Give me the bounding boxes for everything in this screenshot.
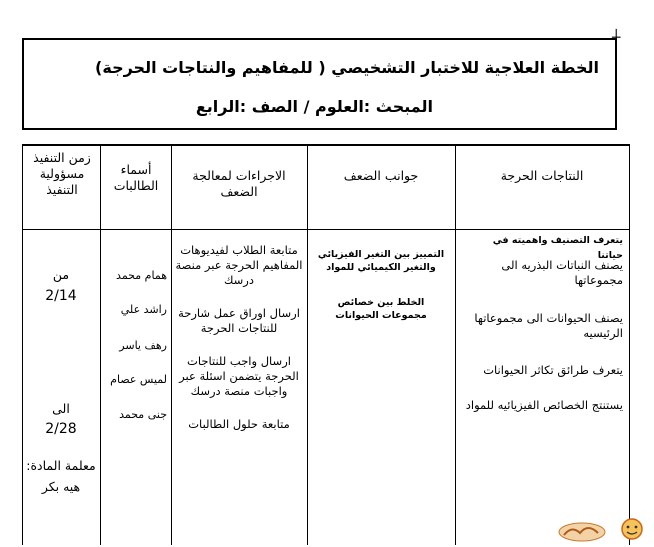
to-label: الى [52, 401, 70, 416]
outcome-item: يصنف النباتات البذريه الى مجموعاتها [501, 258, 623, 287]
crosshair-mark: ┼ [612, 30, 621, 46]
header-students: أسماء الطالبات [113, 162, 159, 193]
student-name: لميس عصام [110, 373, 167, 386]
outcome-item: يتعرف طرائق تكاثر الحيوانات [483, 363, 623, 377]
header-time: زمن التنفيذ مسؤولية التنفيذ [33, 150, 91, 197]
outcome-item: يتعرف التصنيف واهميته في حياتنا [492, 235, 623, 261]
student-name: همام محمد [116, 269, 167, 282]
outcome-item: يصنف الحيوانات الى مجموعاتها الرئيسيه [474, 311, 623, 340]
outcome-item: يستنتج الخصائص الفيزيائيه للمواد [465, 398, 623, 412]
sun-face-logo-icon [558, 517, 650, 543]
header-outcomes: النتاجات الحرجة [500, 168, 584, 183]
teacher-name: هيه بكر [41, 479, 81, 494]
plan-table [22, 144, 630, 545]
from-label: من [52, 267, 70, 282]
plan-title: الخطة العلاجية للاختبار التشخيصي ( للمفاهيم والنتاجات الحرجة) [95, 58, 599, 77]
procedure-item: ارسال واجب للنتاجات الحرجة يتضمن اسئلة عبر واجبات منصة درسك [179, 354, 299, 398]
header-procedures: الاجراءات لمعالجة الضعف [192, 168, 286, 199]
students-cell [101, 229, 171, 547]
time-cell [23, 229, 100, 547]
to-date: 2/28 [45, 421, 77, 437]
student-name: رهف ياسر [119, 339, 167, 352]
teacher-label: معلمة المادة: [26, 458, 96, 473]
header-weakness: جوانب الضعف [343, 168, 419, 183]
column-divider [307, 146, 308, 545]
subject-grade-line: المبحث :العلوم / الصف :الرابع [195, 97, 433, 116]
student-name: جنى محمد [119, 408, 167, 421]
outcomes-cell [455, 229, 631, 547]
from-date: 2/14 [45, 288, 77, 304]
procedure-item: متابعة الطلاب لفيديوهات المفاهيم الحرجة عبر منصة درسك [175, 243, 303, 287]
procedure-item: ارسال اوراق عمل شارحة للنتاجات الحرجة [178, 306, 300, 335]
column-divider [171, 146, 172, 545]
procedure-item: متابعة حلول الطالبات [188, 417, 290, 431]
title-box [22, 38, 617, 130]
weakness-item: الخلط بين خصائص مجموعات الحيوانات [335, 297, 427, 321]
procedures-cell [173, 243, 305, 450]
student-name: راشد علي [120, 303, 167, 316]
weakness-item: التمييز بين التغير الفيزيائي والتغير الكيميائي للمواد [317, 249, 445, 273]
